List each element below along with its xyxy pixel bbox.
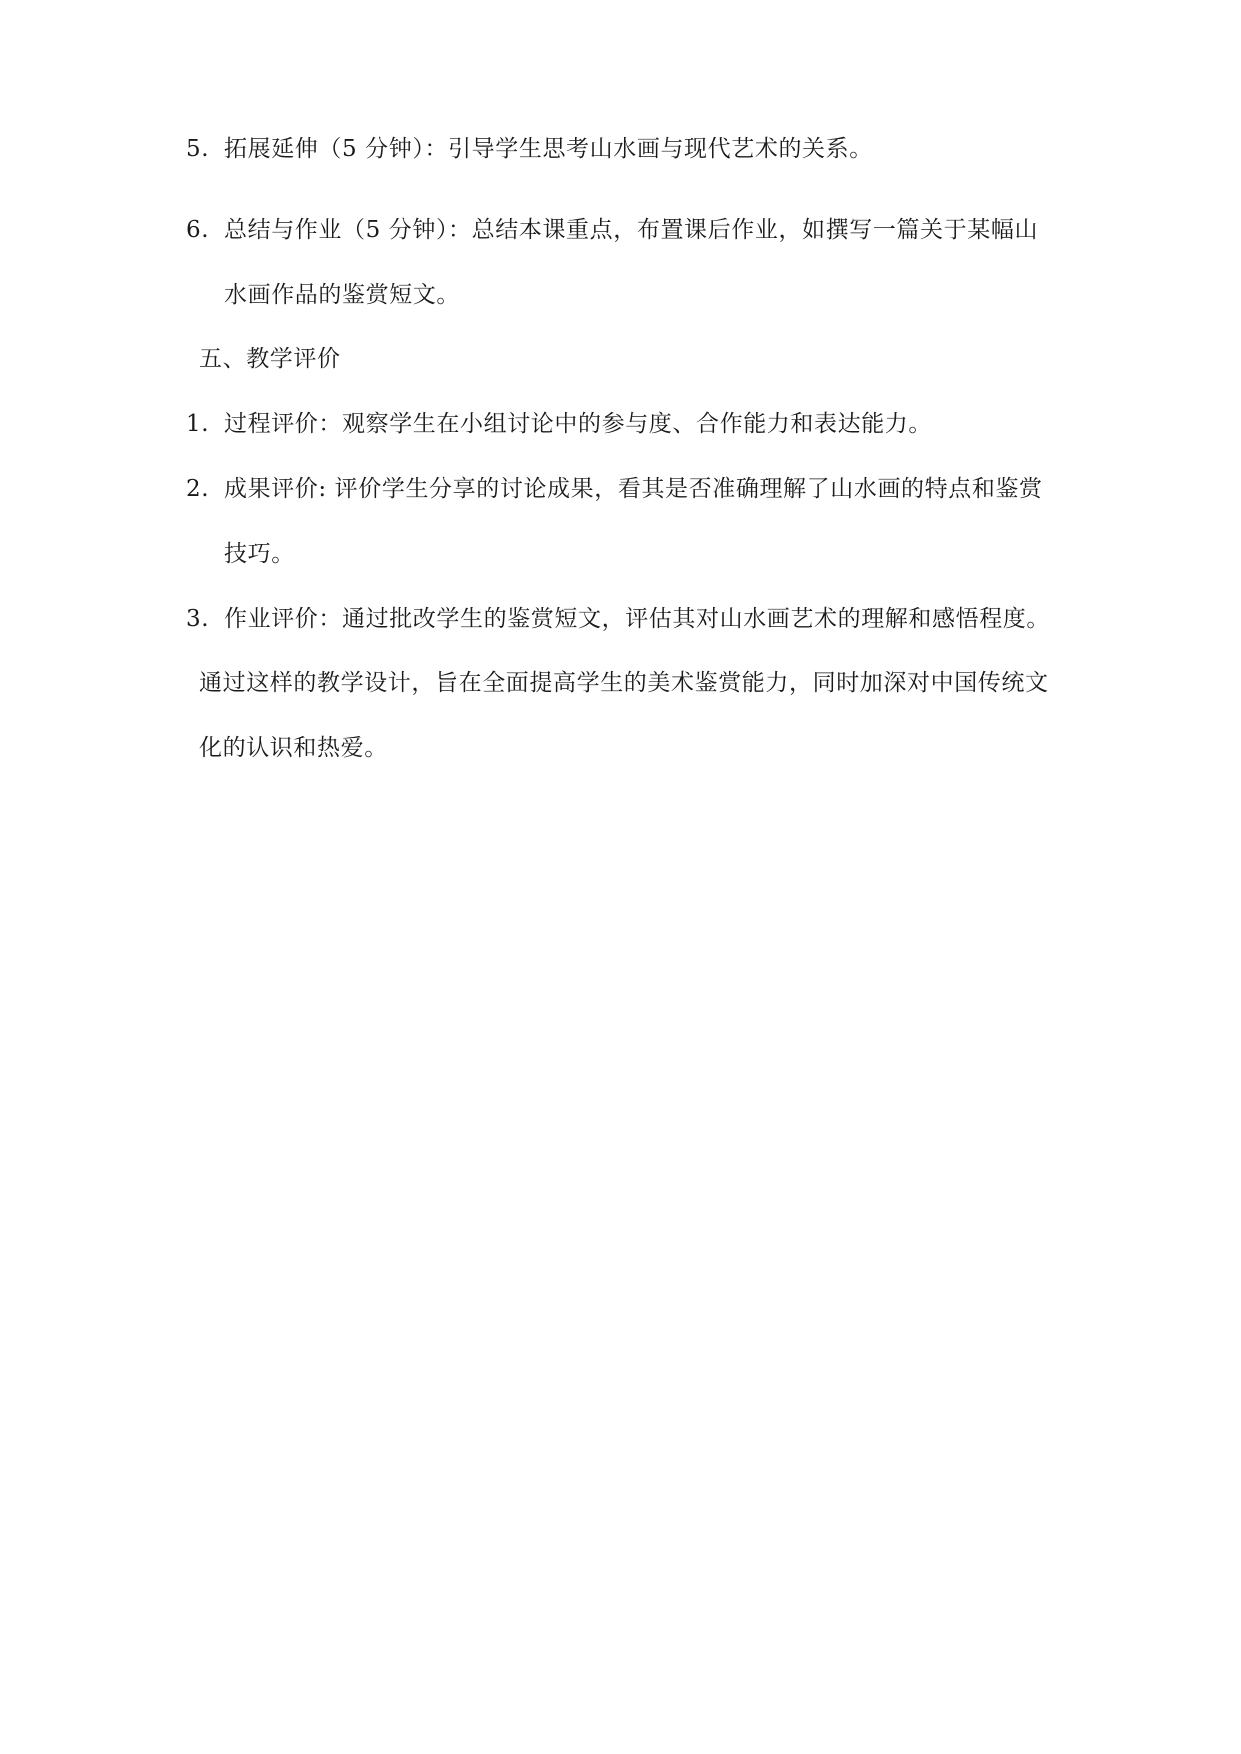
list-item-text-continued: 技巧。 (224, 541, 295, 567)
list-item-text-continued: 水画作品的鉴赏短文。 (224, 282, 460, 308)
closing-text: 化的认识和热爱。 (199, 735, 388, 761)
list-number: 2. (186, 476, 210, 502)
list-item-text: 成果评价: 评价学生分享的讨论成果，看其是否准确理解了山水画的特点和鉴赏 (224, 476, 1043, 502)
list-item-text: 拓展延伸（5 分钟）：引导学生思考山水画与现代艺术的关系。 (224, 136, 873, 162)
section-heading-text: 五、教学评价 (199, 346, 341, 372)
list-number: 3. (186, 606, 210, 632)
closing-text: 通过这样的教学设计，旨在全面提高学生的美术鉴赏能力，同时加深对中国传统文 (199, 670, 1049, 696)
list-number: 6. (186, 217, 210, 243)
list-number: 1. (186, 411, 210, 437)
list-item-text: 过程评价：观察学生在小组讨论中的参与度、合作能力和表达能力。 (224, 411, 932, 437)
list-item-text: 作业评价：通过批改学生的鉴赏短文，评估其对山水画艺术的理解和感悟程度。 (224, 606, 1050, 632)
list-item-text: 总结与作业（5 分钟）：总结本课重点，布置课后作业，如撰写一篇关于某幅山 (224, 217, 1039, 243)
list-number: 5. (186, 136, 210, 162)
